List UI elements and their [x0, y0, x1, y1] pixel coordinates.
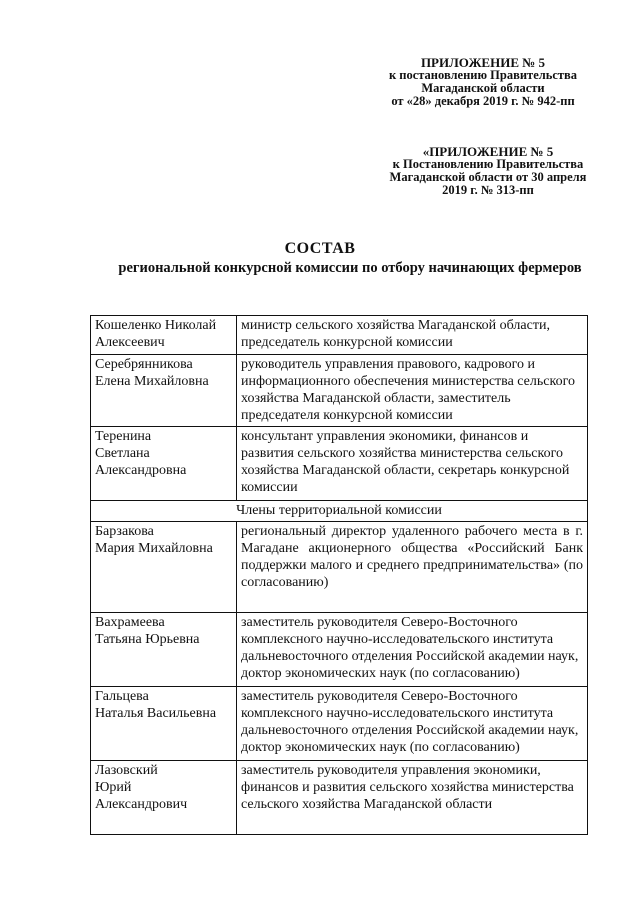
table-section-row	[91, 501, 588, 522]
table-row	[91, 613, 588, 687]
member-role: заместитель руководителя управления экономики, финансов и развития сельского хозяйства министерства сельского хозяйства Магаданской области	[241, 763, 574, 812]
member-role-cell	[237, 316, 588, 355]
document-title: СОСТАВ	[284, 240, 356, 257]
member-name-cell	[91, 613, 237, 687]
member-name-line: Алексеевич	[95, 335, 165, 350]
appendix-current-line3: от «28» декабря 2019 г. № 942-пп	[391, 94, 575, 108]
member-role: консультант управления экономики, финансов и развития сельского хозяйства министерства сельского хозяйства Магаданской области, секретарь конкурсной комиссии	[241, 429, 570, 495]
table-row	[91, 687, 588, 761]
appendix-previous	[378, 145, 598, 197]
member-name-line: Вахрамеева	[95, 615, 165, 630]
member-name-line: Александровна	[95, 463, 187, 478]
appendix-current-line2: Магаданской области	[421, 81, 545, 95]
table-row	[91, 427, 588, 501]
appendix-current-heading: ПРИЛОЖЕНИЕ № 5	[420, 55, 546, 70]
member-role-cell	[237, 522, 588, 613]
member-name-cell	[91, 687, 237, 761]
member-name-line: Юрий	[95, 780, 132, 795]
member-name-line: Серебрянникова	[95, 357, 193, 372]
appendix-previous-line2: Магаданской области от 30 апреля	[389, 170, 587, 184]
member-name-cell	[91, 316, 237, 355]
member-name-line: Наталья Васильевна	[95, 706, 217, 721]
member-role-cell	[237, 687, 588, 761]
document-subtitle: региональной конкурсной комиссии по отбору начинающих фермеров	[118, 260, 582, 276]
member-role-cell	[237, 355, 588, 427]
appendix-current-line1: к постановлению Правительства	[388, 68, 578, 82]
member-name-line: Александрович	[95, 797, 188, 812]
member-role-cell	[237, 761, 588, 835]
table-row	[91, 761, 588, 835]
member-name-cell	[91, 522, 237, 613]
member-name-line: Елена Михайловна	[95, 374, 209, 389]
table-row	[91, 355, 588, 427]
member-role-cell	[237, 427, 588, 501]
member-name-line: Мария Михайловна	[95, 541, 213, 556]
member-name-cell	[91, 427, 237, 501]
member-name-cell	[91, 761, 237, 835]
appendix-current	[378, 56, 588, 108]
table-row	[91, 522, 588, 613]
member-name-line: Гальцева	[95, 689, 149, 704]
committee-table	[90, 315, 588, 835]
member-name-line: Лазовский	[95, 763, 158, 778]
member-role-cell	[237, 613, 588, 687]
appendix-previous-heading: «ПРИЛОЖЕНИЕ № 5	[422, 144, 554, 159]
member-role: заместитель руководителя Северо-Восточного комплексного научно-исследовательского института дальневосточного отделения Российской академии наук, доктор экономических наук (по согласованию)	[241, 689, 579, 755]
member-role: руководитель управления правового, кадрового и информационного обеспечения министерства сельского хозяйства Магаданской области, заместитель председателя конкурсной комиссии	[241, 357, 575, 423]
member-name-cell	[91, 355, 237, 427]
member-name-line: Кошеленко Николай	[95, 318, 217, 333]
section-label: Члены территориальной комиссии	[91, 501, 588, 522]
member-name-line: Теренина	[95, 429, 152, 444]
member-name-line: Татьяна Юрьевна	[95, 632, 200, 647]
member-role: министр сельского хозяйства Магаданской области, председатель конкурсной комиссии	[241, 318, 550, 350]
member-role: заместитель руководителя Северо-Восточного комплексного научно-исследовательского института дальневосточного отделения Российской академии наук, доктор экономических наук (по согласованию)	[241, 615, 579, 681]
appendix-previous-line3: 2019 г. № 313-пп	[442, 183, 534, 197]
appendix-previous-line1: к Постановлению Правительства	[392, 157, 584, 171]
member-role: региональный директор удаленного рабочего места в г. Магадане акционерного общества «Российский Банк поддержки малого и среднего предпринимательства» (по согласованию)	[241, 524, 583, 590]
member-name-line: Барзакова	[95, 524, 154, 539]
table-row	[91, 316, 588, 355]
member-name-line: Светлана	[95, 446, 150, 461]
